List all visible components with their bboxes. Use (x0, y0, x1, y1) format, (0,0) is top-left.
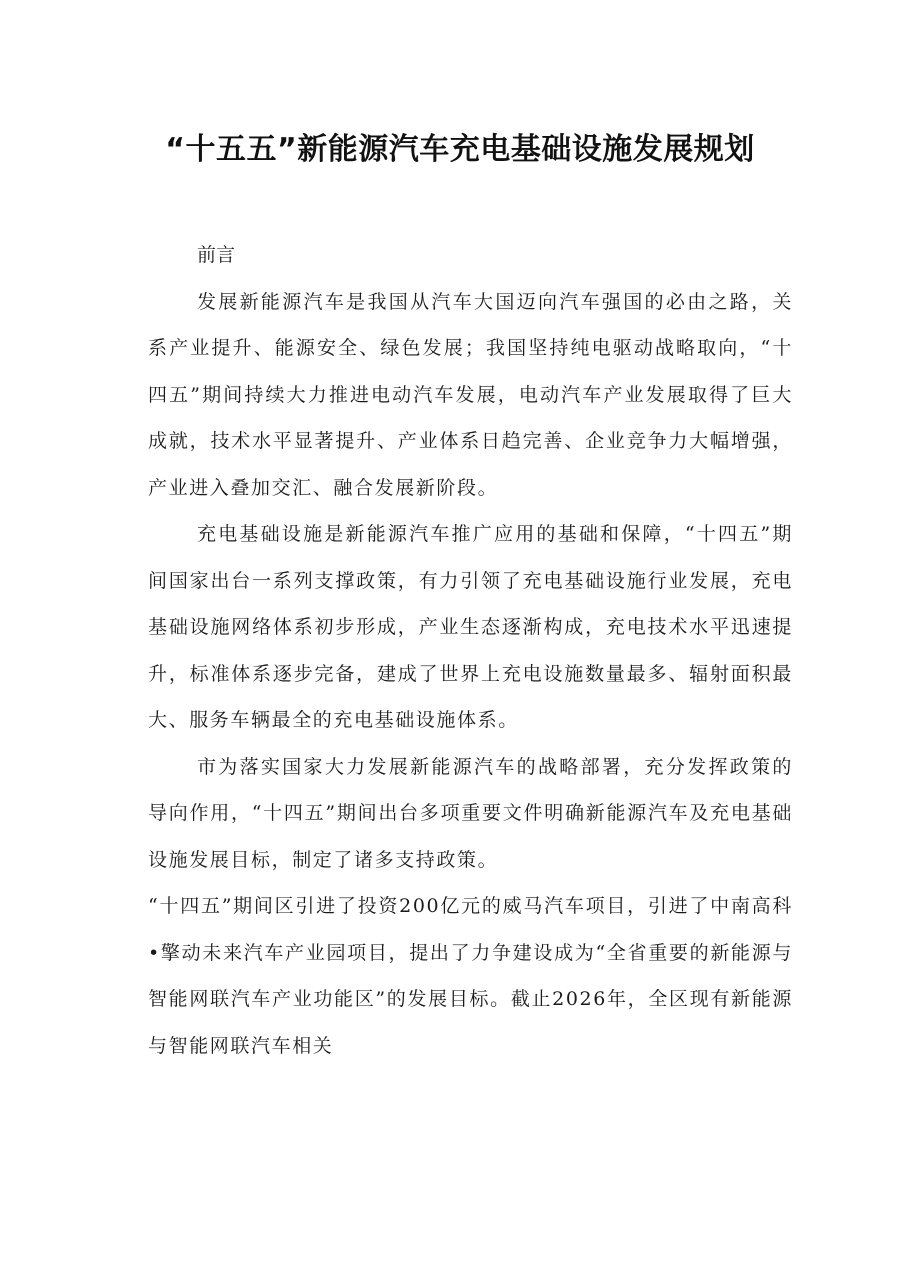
document-body (148, 232, 793, 1069)
paragraph: 充电基础设施是新能源汽车推广应用的基础和保障，“十四五”期间国家出台一系列支撑政策，有力引领了充电基础设施行业发展，充电基础设施网络体系初步形成，产业生态逐渐构成，充电技术水平迅速提升，标准体系逐步完备，建成了世界上充电设施数量最多、辐射面积最大、服务车辆最全的充电基础设施体系。 (148, 523, 793, 731)
paragraph: 发展新能源汽车是我国从汽车大国迈向汽车强国的必由之路，关系产业提升、能源安全、绿色发展；我国坚持纯电驱动战略取向，“十四五”期间持续大力推进电动汽车发展，电动汽车产业发展取得了巨大成就，技术水平显著提升、产业体系日趋完善、企业竞争力大幅增强，产业进入叠加交汇、融合发展新阶段。 (148, 290, 793, 499)
paragraph: “十四五”期间区引进了投资200亿元的威马汽车项目，引进了中南高科•擎动未来汽车产业园项目，提出了力争建设成为“全省重要的新能源与智能网联汽车产业功能区”的发展目标。截止2026年，全区现有新能源与智能网联汽车相关 (148, 895, 793, 1057)
document-title: “十五五”新能源汽车充电基础设施发展规划 (165, 132, 755, 167)
section-heading: 前言 (197, 244, 236, 266)
paragraph: 市为落实国家大力发展新能源汽车的战略部署，充分发挥政策的导向作用，“十四五”期间出台多项重要文件明确新能源汽车及充电基础设施发展目标，制定了诸多支持政策。 (148, 755, 793, 871)
